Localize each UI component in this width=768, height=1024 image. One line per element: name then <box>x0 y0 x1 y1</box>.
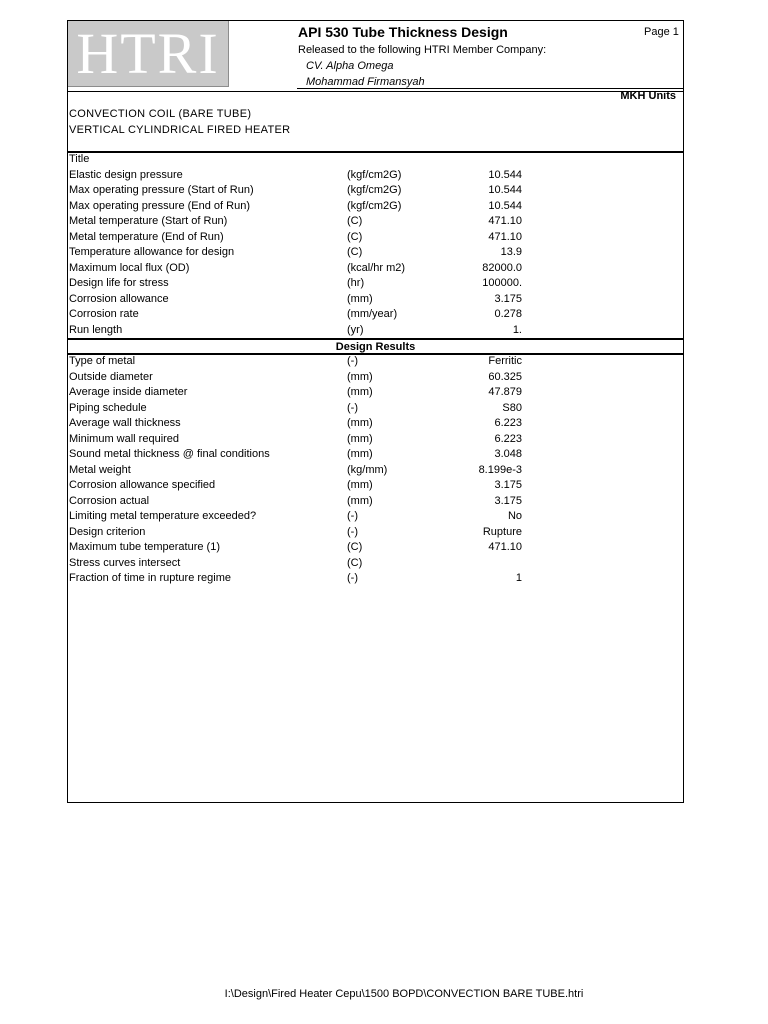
row-label: Maximum local flux (OD) <box>69 261 190 274</box>
logo-text: HTRI <box>76 20 220 86</box>
row-value: 1 <box>515 572 522 584</box>
row-label: Piping schedule <box>69 401 147 414</box>
table-row <box>68 354 684 370</box>
row-value: 10.544 <box>488 199 522 212</box>
row-unit: (-) <box>347 355 358 367</box>
row-value: 82000.0 <box>482 261 522 274</box>
row-value: 471.10 <box>488 541 522 553</box>
table-row <box>68 525 684 541</box>
row-unit: (mm) <box>347 386 373 398</box>
row-label: Run length <box>69 323 123 336</box>
results-table <box>68 354 684 587</box>
table-row <box>68 556 684 572</box>
row-label: Corrosion actual <box>69 494 150 507</box>
table-row <box>68 261 684 277</box>
input-table <box>68 152 684 338</box>
htri-logo <box>68 21 229 87</box>
row-unit: (hr) <box>347 277 365 289</box>
table-row <box>68 168 684 184</box>
row-value: 0.278 <box>494 308 522 320</box>
header-divider-upper <box>297 88 684 89</box>
document-title: API 530 Tube Thickness Design <box>298 24 508 40</box>
table-row <box>68 494 684 510</box>
row-unit: (C) <box>347 230 363 243</box>
row-value: 10.544 <box>488 184 522 196</box>
row-label: Corrosion allowance specified <box>69 479 216 491</box>
row-unit: (kgf/cm2G) <box>347 199 402 212</box>
table-row <box>68 432 684 448</box>
page-number: Page 1 <box>644 26 679 38</box>
row-value: 1. <box>512 323 522 336</box>
row-value: 471.10 <box>488 215 522 227</box>
row-label: Elastic design pressure <box>69 168 183 181</box>
table-row <box>68 463 684 479</box>
row-unit: (-) <box>347 572 358 584</box>
table-row <box>68 478 684 494</box>
row-unit: (-) <box>347 401 358 414</box>
row-value: 3.048 <box>494 448 522 460</box>
row-label: Minimum wall required <box>69 432 180 445</box>
row-unit: (mm) <box>347 432 373 445</box>
row-value: 3.175 <box>494 494 522 507</box>
row-unit: (mm) <box>347 417 373 429</box>
row-label: Limiting metal temperature exceeded? <box>69 510 257 522</box>
table-row <box>68 307 684 323</box>
row-value: Ferritic <box>488 355 522 367</box>
row-unit: (-) <box>347 525 358 538</box>
row-label: Temperature allowance for design <box>69 246 235 258</box>
row-unit: (mm/year) <box>347 308 398 320</box>
row-label: Average inside diameter <box>69 386 188 398</box>
case-line-2: VERTICAL CYLINDRICAL FIRED HEATER <box>69 124 291 136</box>
table-row <box>68 509 684 525</box>
released-to-text: Released to the following HTRI Member Company: <box>298 44 547 56</box>
row-value: 471.10 <box>488 230 522 243</box>
member-company: CV. Alpha Omega <box>306 60 394 72</box>
row-unit: (kg/mm) <box>347 463 388 476</box>
file-path-footer: I:\Design\Fired Heater Cepu\1500 BOPD\CONVECTION BARE TUBE.htri <box>224 988 584 1000</box>
row-value: No <box>507 510 522 522</box>
table-row <box>68 152 684 168</box>
table-row <box>68 401 684 417</box>
table-row <box>68 540 684 556</box>
row-value: 47.879 <box>488 386 522 398</box>
row-label: Max operating pressure (End of Run) <box>69 199 250 212</box>
table-row <box>68 385 684 401</box>
case-line-1: CONVECTION COIL (BARE TUBE) <box>69 108 252 120</box>
row-label: Fraction of time in rupture regime <box>69 572 232 584</box>
row-value: 10.544 <box>488 168 522 181</box>
row-label: Design criterion <box>69 525 146 538</box>
row-label: Corrosion rate <box>69 308 139 320</box>
units-label: MKH Units <box>620 90 676 102</box>
row-unit: (mm) <box>347 370 373 383</box>
row-unit: (mm) <box>347 448 373 460</box>
table-row <box>68 245 684 261</box>
row-unit: (mm) <box>347 292 373 305</box>
table-row <box>68 571 684 587</box>
row-unit: (kgf/cm2G) <box>347 184 402 196</box>
row-label: Sound metal thickness @ final conditions <box>69 448 270 460</box>
table-row <box>68 183 684 199</box>
row-unit: (kcal/hr m2) <box>347 261 406 274</box>
row-label: Maximum tube temperature (1) <box>69 541 220 553</box>
member-person: Mohammad Firmansyah <box>306 76 425 88</box>
row-label: Metal weight <box>69 463 131 476</box>
row-label: Metal temperature (End of Run) <box>69 230 224 243</box>
table-row <box>68 214 684 230</box>
table-row <box>68 230 684 246</box>
row-label: Corrosion allowance <box>69 292 169 305</box>
row-label: Stress curves intersect <box>69 556 181 569</box>
row-label: Average wall thickness <box>69 417 181 429</box>
row-label: Design life for stress <box>69 277 169 289</box>
row-value: S80 <box>502 401 522 414</box>
table-row <box>68 292 684 308</box>
row-value: 6.223 <box>494 417 522 429</box>
row-unit: (C) <box>347 556 363 569</box>
row-unit: (C) <box>347 215 363 227</box>
table-row <box>68 323 684 339</box>
table-row <box>68 447 684 463</box>
row-unit: (kgf/cm2G) <box>347 168 402 181</box>
row-value: 100000. <box>482 277 522 289</box>
row-value: 3.175 <box>494 292 522 305</box>
row-value: 3.175 <box>494 479 522 491</box>
row-unit: (mm) <box>347 479 373 491</box>
row-label: Metal temperature (Start of Run) <box>69 215 228 227</box>
case-description <box>69 106 290 138</box>
row-label: Title <box>69 153 90 165</box>
table-row <box>68 416 684 432</box>
design-results-heading: Design Results <box>335 341 416 353</box>
row-value: Rupture <box>482 525 522 538</box>
row-unit: (mm) <box>347 494 373 507</box>
table-row <box>68 199 684 215</box>
row-unit: (yr) <box>347 323 364 336</box>
table-row <box>68 370 684 386</box>
row-label: Outside diameter <box>69 370 153 383</box>
row-value: 13.9 <box>500 246 522 258</box>
row-value: 60.325 <box>488 370 522 383</box>
row-value: 6.223 <box>494 432 522 445</box>
row-label: Max operating pressure (Start of Run) <box>69 184 254 196</box>
row-label: Type of metal <box>69 355 136 367</box>
row-value: 8.199e-3 <box>478 463 522 476</box>
row-unit: (-) <box>347 510 358 522</box>
header-divider-lower <box>68 91 684 92</box>
row-unit: (C) <box>347 541 363 553</box>
table-row <box>68 276 684 292</box>
row-unit: (C) <box>347 246 363 258</box>
